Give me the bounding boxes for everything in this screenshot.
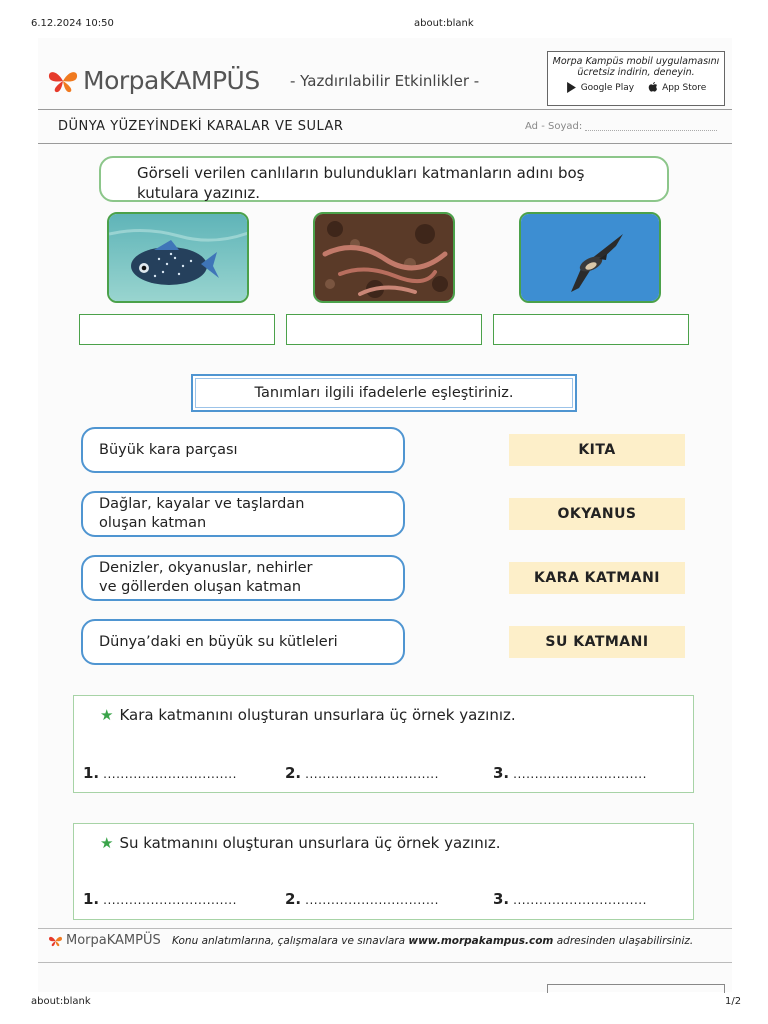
question-2-answer-1[interactable]: 1. ............................... xyxy=(83,764,237,782)
question-2-answer-3[interactable]: 3. ............................... xyxy=(493,764,647,782)
term-kita[interactable]: KITA xyxy=(509,434,685,466)
definition-2-line-2: oluşan katman xyxy=(99,515,207,531)
google-play-link[interactable] xyxy=(566,82,634,93)
question-1-line-1: Görseli verilen canlıların bulundukları katmanların adını boş xyxy=(137,164,585,182)
logo-text: MorpaKAMPÜS xyxy=(83,66,260,95)
question-2-box xyxy=(73,695,694,793)
question-2-answer-2[interactable]: 2. ............................... xyxy=(285,764,439,782)
print-footer-url: about:blank xyxy=(31,996,91,1007)
term-kara-katmani[interactable]: KARA KATMANI xyxy=(509,562,685,594)
app-store-link[interactable] xyxy=(648,82,706,93)
question-3-answer-1[interactable]: 1. ............................... xyxy=(83,890,237,908)
falcon-photo xyxy=(519,212,661,303)
definition-4-line-1: Dünya’daki en büyük su kütleleri xyxy=(99,633,338,650)
footer-url-link[interactable]: www.morpakampus.com xyxy=(408,935,554,947)
term-okyanus[interactable]: OKYANUS xyxy=(509,498,685,530)
definition-1[interactable] xyxy=(81,427,405,473)
question-3-text: Su katmanını oluşturan unsurlara üç örnek yazınız. xyxy=(119,834,501,852)
definition-4[interactable] xyxy=(81,619,405,665)
morpa-logo xyxy=(47,66,260,95)
definition-3-line-1: Denizler, okyanuslar, nehirler xyxy=(99,560,313,576)
next-page-promo-edge xyxy=(547,984,725,993)
footer-logo-text: MorpaKAMPÜS xyxy=(66,933,161,948)
question-3-box xyxy=(73,823,694,920)
term-su-katmani[interactable]: SU KATMANI xyxy=(509,626,685,658)
definition-3[interactable] xyxy=(81,555,405,601)
question-1-box xyxy=(99,156,669,202)
fish-photo xyxy=(107,212,249,303)
definition-1-line-1: Büyük kara parçası xyxy=(99,441,238,458)
name-field-line[interactable] xyxy=(585,130,717,131)
apple-icon xyxy=(648,82,658,93)
question-3-answer-3[interactable]: 3. ............................... xyxy=(493,890,647,908)
footer-divider-bottom xyxy=(38,962,732,963)
print-page-number: 1/2 xyxy=(725,996,742,1007)
play-store-icon xyxy=(566,82,577,93)
print-page-title: about:blank xyxy=(414,18,474,29)
topic-divider xyxy=(38,143,732,144)
promo-line-2: ücretsiz indirin, deneyin. xyxy=(577,67,695,78)
answer-box-fish[interactable] xyxy=(79,314,275,345)
answer-box-earthworm[interactable] xyxy=(286,314,482,345)
question-3-answer-2[interactable]: 2. ............................... xyxy=(285,890,439,908)
print-datetime: 6.12.2024 10:50 xyxy=(31,18,114,29)
app-store-label: App Store xyxy=(662,82,707,93)
butterfly-logo-icon xyxy=(48,935,63,947)
worksheet-topic: DÜNYA YÜZEYİNDEKİ KARALAR VE SULAR xyxy=(58,119,344,134)
matching-title-text: Tanımları ilgili ifadelerle eşleştiriniz. xyxy=(254,385,514,401)
name-label: Ad - Soyad: xyxy=(525,121,583,132)
star-icon: ★ xyxy=(100,706,114,724)
promo-line-1: Morpa Kampüs mobil uygulamasını xyxy=(552,56,720,67)
definition-2-line-1: Dağlar, kayalar ve taşlardan xyxy=(99,496,305,512)
definition-3-line-2: ve göllerden oluşan katman xyxy=(99,579,302,595)
footer-divider-top xyxy=(38,928,732,929)
google-play-label: Google Play xyxy=(580,82,635,93)
earthworm-photo xyxy=(313,212,455,303)
footer-logo xyxy=(48,933,161,948)
question-2-text: Kara katmanını oluşturan unsurlara üç örnek yazınız. xyxy=(119,706,516,724)
butterfly-logo-icon xyxy=(47,68,79,94)
matching-title xyxy=(191,374,577,412)
app-promo-box[interactable] xyxy=(547,51,725,106)
header-divider xyxy=(38,109,732,110)
answer-box-falcon[interactable] xyxy=(493,314,689,345)
question-1-line-2: kutulara yazınız. xyxy=(137,184,261,202)
definition-2[interactable] xyxy=(81,491,405,537)
star-icon: ★ xyxy=(100,834,114,852)
footer-text: Konu anlatımlarına, çalışmalara ve sınavlara www.morpakampus.com adresinden ulaşabilirsiniz. xyxy=(172,935,694,947)
header-subtitle: - Yazdırılabilir Etkinlikler - xyxy=(290,72,480,90)
